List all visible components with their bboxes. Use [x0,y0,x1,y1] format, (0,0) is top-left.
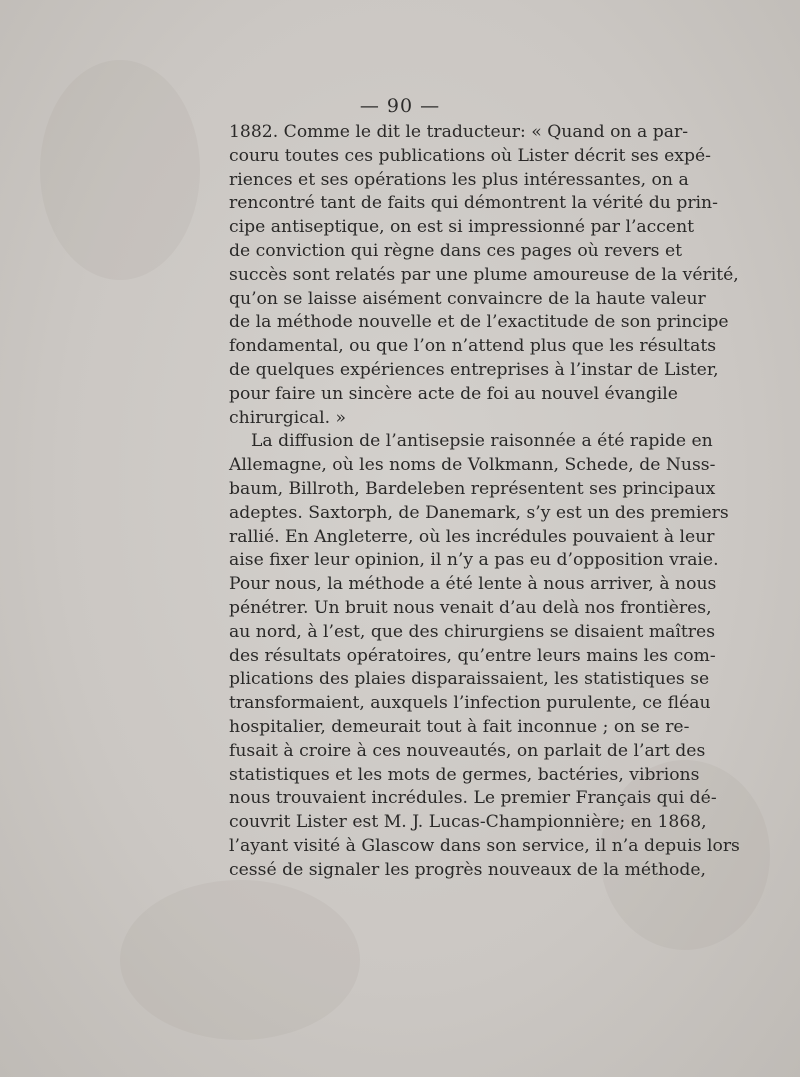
paragraph-2 [229,430,740,882]
text-line: fondamental, ou que l’on n’attend plus que les résultats [229,336,717,357]
paragraph-1 [229,121,739,430]
text-line: hospitalier, demeurait tout à fait inconnue ; on se re- [229,716,690,737]
text-line: Allemagne, où les noms de Volkmann, Schede, de Nuss- [229,455,716,476]
body-text [229,121,740,883]
text-line: cessé de signaler les progrès nouveaux de la méthode, [229,859,707,880]
text-line: Pour nous, la méthode a été lente à nous arriver, à nous [229,574,717,595]
paper-stain [40,60,200,280]
text-line: La diffusion de l’antisepsie raisonnée a été rapide en [251,431,713,452]
text-line: couvrit Lister est M. J. Lucas-Championnière; en 1868, [229,812,707,833]
text-line: de la méthode nouvelle et de l’exactitude de son principe [229,312,729,333]
text-line: de conviction qui règne dans ces pages où revers et [229,240,683,261]
text-line: fusait à croire à ces nouveautés, on parlait de l’art des [229,740,706,761]
text-line: baum, Billroth, Bardeleben représentent ses principaux [229,478,716,499]
text-line: de quelques expériences entreprises à l’instar de Lister, [229,359,719,380]
text-line: pénétrer. Un bruit nous venait d’au delà nos frontières, [229,597,712,618]
text-line: cipe antiseptique, on est si impressionné par l’accent [229,217,695,238]
text-line: 1882. Comme le dit le traducteur: « Quand on a par- [229,122,689,142]
text-line: adeptes. Saxtorph, de Danemark, s’y est un des premiers [229,502,729,523]
text-line: l’ayant visité à Glascow dans son service, il n’a depuis lors [229,835,740,856]
text-line: rencontré tant de faits qui démontrent la vérité du prin- [229,193,718,214]
text-line: au nord, à l’est, que des chirurgiens se disaient maîtres [229,621,716,642]
text-line: rallié. En Angleterre, où les incrédules pouvaient à leur [229,526,715,547]
text-line: aise fixer leur opinion, il n’y a pas eu d’opposition vraie. [229,550,719,571]
text-line: des résultats opératoires, qu’entre leurs mains les com- [229,645,716,666]
text-line: transformaient, auxquels l’infection purulente, ce fléau [229,693,711,714]
text-line: nous trouvaient incrédules. Le premier Français qui dé- [229,788,717,809]
text-line: chirurgical. » [229,407,347,428]
text-line: qu’on se laisse aisément convaincre de la haute valeur [229,288,706,309]
page-number: — 90 — [359,95,441,117]
paper-stain [120,880,360,1040]
text-line: pour faire un sincère acte de foi au nouvel évangile [229,383,678,404]
text-line: couru toutes ces publications où Lister décrit ses expé- [229,145,711,166]
text-line: riences et ses opérations les plus intéressantes, on a [229,169,689,190]
text-line: plications des plaies disparaissaient, les statistiques se [229,669,710,690]
text-line: statistiques et les mots de germes, bactéries, vibrions [229,764,700,785]
text-line: succès sont relatés par une plume amoureuse de la vérité, [229,264,739,285]
